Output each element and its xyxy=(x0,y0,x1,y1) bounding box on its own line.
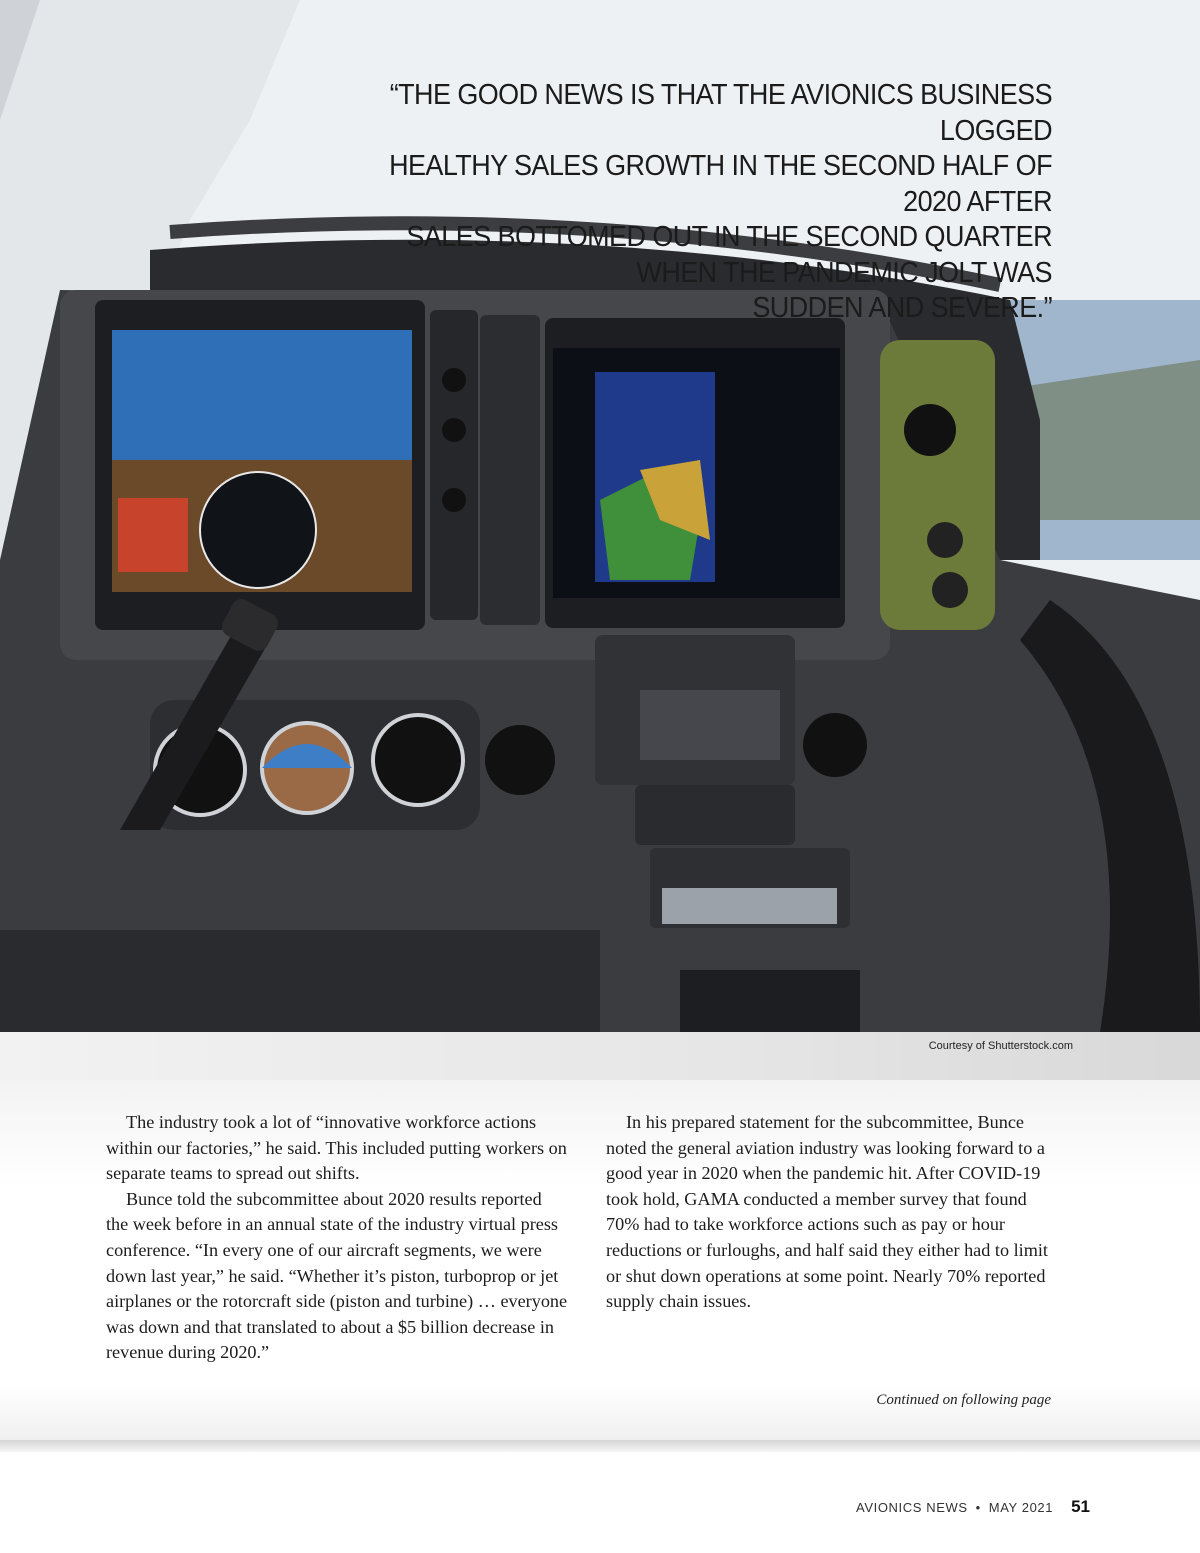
right-column xyxy=(606,1110,1058,1315)
photo-credit: Courtesy of Shutterstock.com xyxy=(928,1040,1073,1052)
page-footer xyxy=(856,1497,1090,1517)
pull-quote-line: SUDDEN AND SEVERE.” xyxy=(752,292,1052,324)
footer-separator: • xyxy=(975,1500,981,1515)
article-body xyxy=(0,1080,1200,1440)
issue-date: MAY 2021 xyxy=(988,1500,1054,1515)
paragraph: The industry took a lot of “innovative workforce actions within our factories,” he said. This included putting workers on separate teams to spread out shifts. xyxy=(106,1112,567,1184)
footer-rule xyxy=(0,1440,1200,1452)
pull-quote-line: HEALTHY SALES GROWTH IN THE SECOND HALF OF 2020 AFTER xyxy=(389,150,1053,218)
left-column xyxy=(106,1110,568,1366)
pull-quote-line: WHEN THE PANDEMIC JOLT WAS xyxy=(636,256,1052,289)
pull-quote-line: “THE GOOD NEWS IS THAT THE AVIONICS BUSINESS LOGGED xyxy=(389,79,1052,147)
paragraph: In his prepared statement for the subcommittee, Bunce noted the general aviation industry was looking forward to a good year in 2020 when the pandemic hit. After COVID-19 took hold, GAMA conducted a member survey that found 70% had to take workforce actions such as pay or hour reductions or furloughs, and half said they either had to limit or shut down operations at some point. Nearly 70% reported supply chain issues. xyxy=(606,1112,1048,1312)
pull-quote xyxy=(345,78,1052,327)
photo-credit-strip xyxy=(0,1032,1200,1080)
page-number: 51 xyxy=(1071,1497,1090,1516)
paragraph: Bunce told the subcommittee about 2020 results reported the week before in an annual state of the industry virtual press conference. “In every one of our aircraft segments, we were down last year,” he said. “Whether it’s piston, turboprop or jet airplanes or the rotorcraft side (piston and turbine) … everyone was down and that translated to about a $5 billion decrease in revenue during 2020.” xyxy=(106,1188,568,1363)
continued-note: Continued on following page xyxy=(876,1392,1051,1408)
publication-name: AVIONICS NEWS xyxy=(856,1500,968,1515)
pull-quote-line: SALES BOTTOMED OUT IN THE SECOND QUARTER xyxy=(406,221,1052,253)
